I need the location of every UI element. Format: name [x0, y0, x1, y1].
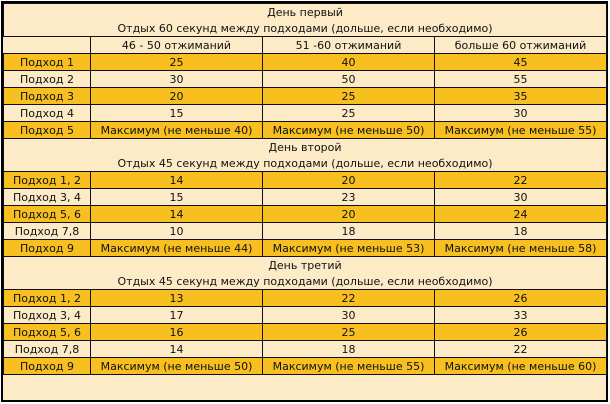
set-label: Подход 1, 2: [4, 290, 91, 307]
set-label: Подход 5, 6: [4, 324, 91, 341]
set-label: Подход 9: [4, 358, 91, 375]
table-cell: 20: [91, 88, 263, 105]
table-cell: 23: [263, 189, 435, 206]
table-row: [4, 189, 607, 206]
table-row: [4, 324, 607, 341]
set-label: Подход 5, 6: [4, 206, 91, 223]
table-cell: Максимум (не меньше 55): [263, 358, 435, 375]
table-row: [4, 341, 607, 358]
table-cell: Максимум (не меньше 40): [91, 122, 263, 139]
table-cell: 14: [91, 172, 263, 189]
day-title-row: [4, 139, 607, 156]
table-cell: Максимум (не меньше 58): [435, 240, 607, 257]
table-row: [4, 71, 607, 88]
day-title: День первый: [4, 4, 607, 21]
table-cell: 18: [435, 223, 607, 240]
set-label: Подход 1, 2: [4, 172, 91, 189]
table-cell: 13: [91, 290, 263, 307]
table-cell: Максимум (не меньше 60): [435, 358, 607, 375]
set-label: Подход 7,8: [4, 223, 91, 240]
set-label: Подход 3: [4, 88, 91, 105]
table-cell: 18: [263, 223, 435, 240]
rest-note-row: [4, 273, 607, 290]
table-cell: Максимум (не меньше 53): [263, 240, 435, 257]
table-cell: 26: [435, 290, 607, 307]
table-cell: 45: [435, 54, 607, 71]
table-cell: 25: [263, 105, 435, 122]
table-row: [4, 240, 607, 257]
table-cell: 26: [435, 324, 607, 341]
set-label: Подход 1: [4, 54, 91, 71]
column-header: 51 -60 отжиманий: [263, 37, 435, 54]
day-title-row: [4, 4, 607, 21]
table-cell: 20: [263, 172, 435, 189]
table-cell: 25: [263, 324, 435, 341]
set-label: Подход 3, 4: [4, 307, 91, 324]
table-cell: 20: [263, 206, 435, 223]
set-label: Подход 2: [4, 71, 91, 88]
table-row: [4, 54, 607, 71]
table-cell: 25: [263, 88, 435, 105]
table-cell: 22: [263, 290, 435, 307]
table-row: [4, 172, 607, 189]
table-cell: 33: [435, 307, 607, 324]
column-header: 46 - 50 отжиманий: [91, 37, 263, 54]
table-cell: 22: [435, 172, 607, 189]
table-row: [4, 122, 607, 139]
day-title: День третий: [4, 257, 607, 274]
table-cell: 30: [263, 307, 435, 324]
table-cell: 15: [91, 189, 263, 206]
table-cell: 16: [91, 324, 263, 341]
set-label: Подход 3, 4: [4, 189, 91, 206]
table-row: [4, 88, 607, 105]
set-label: Подход 4: [4, 105, 91, 122]
table-row: [4, 307, 607, 324]
table-cell: 30: [435, 105, 607, 122]
table-cell: Максимум (не меньше 55): [435, 122, 607, 139]
table-cell: 30: [435, 189, 607, 206]
pushup-program-table: [3, 3, 607, 375]
rest-note-row: [4, 20, 607, 37]
table-cell: 30: [91, 71, 263, 88]
table-cell: 18: [263, 341, 435, 358]
table-cell: 22: [435, 341, 607, 358]
table-cell: 10: [91, 223, 263, 240]
rest-note: Отдых 45 секунд между подходами (дольше, если необходимо): [4, 155, 607, 172]
table-cell: 25: [91, 54, 263, 71]
table-cell: 40: [263, 54, 435, 71]
table-cell: 15: [91, 105, 263, 122]
day-title-row: [4, 257, 607, 274]
table-cell: Максимум (не меньше 50): [263, 122, 435, 139]
set-label: Подход 5: [4, 122, 91, 139]
workout-table-frame: [1, 1, 608, 402]
table-cell: 55: [435, 71, 607, 88]
table-row: [4, 206, 607, 223]
table-row: [4, 290, 607, 307]
rest-note-row: [4, 155, 607, 172]
header-blank-cell: [4, 37, 91, 54]
table-cell: Максимум (не меньше 50): [91, 358, 263, 375]
table-cell: 17: [91, 307, 263, 324]
rest-note: Отдых 45 секунд между подходами (дольше, если необходимо): [4, 273, 607, 290]
table-cell: 35: [435, 88, 607, 105]
day-title: День второй: [4, 139, 607, 156]
set-label: Подход 9: [4, 240, 91, 257]
table-cell: Максимум (не меньше 44): [91, 240, 263, 257]
table-cell: 14: [91, 341, 263, 358]
column-header: больше 60 отжиманий: [435, 37, 607, 54]
table-row: [4, 358, 607, 375]
rest-note: Отдых 60 секунд между подходами (дольше, если необходимо): [4, 20, 607, 37]
table-cell: 50: [263, 71, 435, 88]
table-cell: 24: [435, 206, 607, 223]
column-header-row: [4, 37, 607, 54]
table-row: [4, 223, 607, 240]
set-label: Подход 7,8: [4, 341, 91, 358]
table-cell: 14: [91, 206, 263, 223]
table-row: [4, 105, 607, 122]
